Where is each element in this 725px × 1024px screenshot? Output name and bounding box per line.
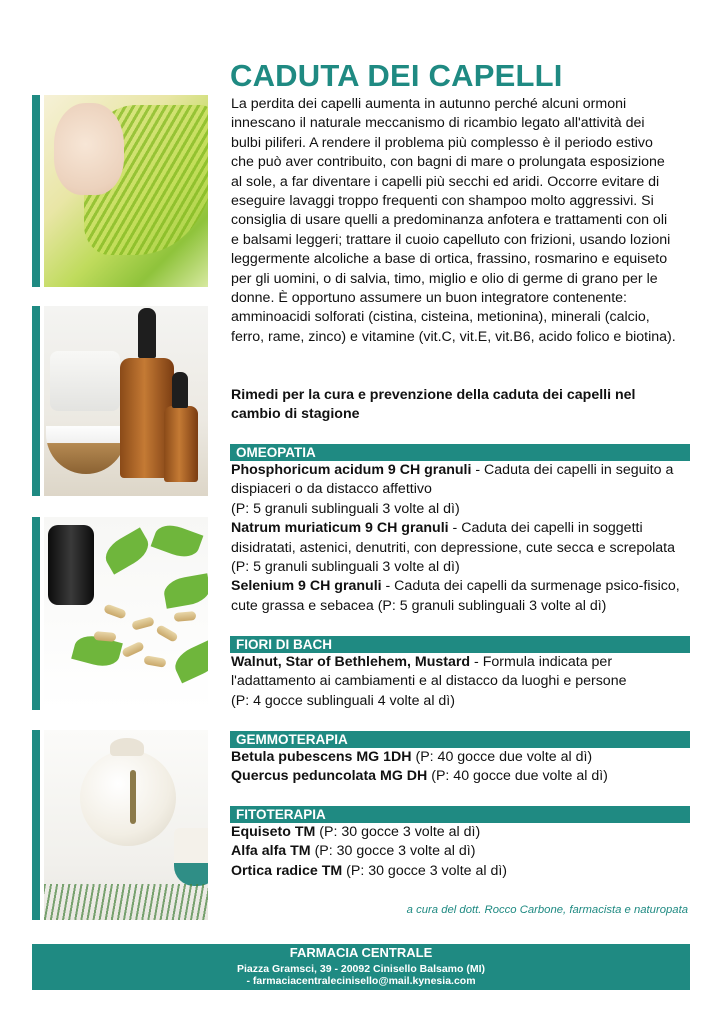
remedy-text: - Formula indicata per l'adattamento ai cambiamenti e al distacco da luoghi e persone	[231, 654, 627, 690]
pharmacy-email[interactable]: - farmaciacentralecinisello@mail.kynesia.com	[246, 975, 476, 987]
capsules-photo	[44, 517, 208, 710]
list-item	[231, 767, 691, 786]
remedy-text: (P: 40 gocce due volte al dì)	[427, 768, 608, 785]
remedy-name: Phosphoricum acidum 9 CH granuli	[231, 462, 472, 478]
accent-bar	[32, 730, 40, 920]
list-item	[231, 653, 691, 692]
section-body-gemmoterapia	[231, 748, 691, 787]
remedy-dose: (P: 5 granuli sublinguali 3 volte al dì)	[231, 559, 460, 576]
remedy-text: - Caduta dei capelli da surmenage psico-fisico, cute grassa e sebacea (P: 5 granuli sublinguali 3 volte al dì)	[231, 578, 680, 614]
list-item	[231, 519, 691, 558]
remedies-subtitle: Rimedi per la cura e prevenzione della caduta dei capelli nel cambio di stagione	[231, 387, 636, 423]
accent-bar	[32, 306, 40, 496]
section-heading-omeopatia: OMEOPATIA	[230, 444, 690, 461]
intro-paragraph: La perdita dei capelli aumenta in autunno perché alcuni ormoni innescano il naturale meccanismo di ricambio legato all'attività dei bulbi piliferi. A rendere il problema più complesso è il periodo estivo che può aver contribuito, con bagni di mare o prolungata esposizione al sole, a far diventare i capelli più secchi ed aridi. Occorre evitare di eseguire lavaggi troppo frequenti con shampoo molto aggressivi. Si consiglia di usare quelli a predominanza anfotera e trattamenti con oli e balsami leggeri; trattare il cuoio capelluto con frizioni, usando lozioni leggermente alcoliche a base di ortica, frassino, rosmarino e equiseto per gli uomini, o di salvia, timo, miglio e olio di germe di grano per le donne. È opportuno assumere un buon integratore contenente: amminoacidi solforati (cistina, cisteina, metionina), minerali (calcio, ferro, rame, zinco) e vitamine (vit.C, vit.E, vit.B6, acido folico e biotina).	[231, 96, 676, 345]
photo-strip-hair	[32, 95, 208, 287]
remedy-dose: (P: 5 granuli sublinguali 3 volte al dì)	[231, 500, 460, 517]
remedy-name: Quercus peduncolata MG DH	[231, 768, 428, 785]
footer	[32, 944, 690, 990]
hair-photo	[44, 95, 208, 287]
remedy-name: Alfa alfa TM	[231, 843, 311, 860]
list-item	[231, 748, 691, 767]
photo-strip-bottles	[32, 306, 208, 496]
remedy-name: Natrum muriaticum 9 CH granuli	[231, 520, 449, 537]
author-credit: a cura del dott. Rocco Carbone, farmacista e naturopata	[406, 904, 688, 916]
remedy-name: Equiseto TM	[231, 824, 316, 840]
remedy-name: Walnut, Star of Bethlehem, Mustard	[231, 654, 471, 670]
section-body-omeopatia	[231, 461, 691, 616]
remedy-name: Betula pubescens MG 1DH	[231, 749, 412, 765]
remedy-name: Selenium 9 CH granuli	[231, 578, 382, 595]
remedy-text: (P: 30 gocce 3 volte al dì)	[315, 824, 481, 840]
section-heading-gemmoterapia: GEMMOTERAPIA	[230, 731, 690, 748]
list-item	[231, 842, 691, 861]
bottles-photo	[44, 306, 208, 496]
remedy-text: (P: 30 gocce 3 volte al dì)	[310, 843, 476, 860]
page-title: CADUTA DEI CAPELLI	[230, 58, 563, 93]
list-item	[231, 461, 691, 500]
photo-strip-capsules	[32, 517, 208, 710]
pharmacy-address: Piazza Gramsci, 39 - 20092 Cinisello Balsamo (MI)	[236, 963, 486, 975]
section-body-fiori-di-bach	[231, 653, 691, 711]
list-item	[231, 823, 691, 842]
remedy-text: - Caduta dei capelli in soggetti disidratati, astenici, denutriti, con depressione, cute secca e screpolata	[231, 520, 675, 556]
teapot-photo	[44, 730, 208, 920]
photo-strip-teapot	[32, 730, 208, 920]
section-heading-fitoterapia: FITOTERAPIA	[230, 806, 690, 823]
remedy-text: (P: 40 gocce due volte al dì)	[411, 749, 593, 765]
remedy-name: Ortica radice TM	[231, 862, 343, 879]
accent-bar	[32, 95, 40, 287]
section-body-fitoterapia	[231, 823, 691, 881]
remedy-text: (P: 30 gocce 3 volte al dì)	[342, 862, 508, 879]
remedy-dose: (P: 4 gocce sublinguali 4 volte al dì)	[231, 692, 455, 709]
accent-bar	[32, 517, 40, 710]
pharmacy-name: FARMACIA CENTRALE	[289, 945, 433, 960]
list-item	[231, 577, 691, 616]
section-heading-fiori-di-bach: FIORI DI BACH	[230, 636, 690, 653]
list-item	[231, 862, 691, 881]
remedy-text: - Caduta dei capelli in seguito a dispiaceri o da distacco affettivo	[231, 462, 674, 498]
